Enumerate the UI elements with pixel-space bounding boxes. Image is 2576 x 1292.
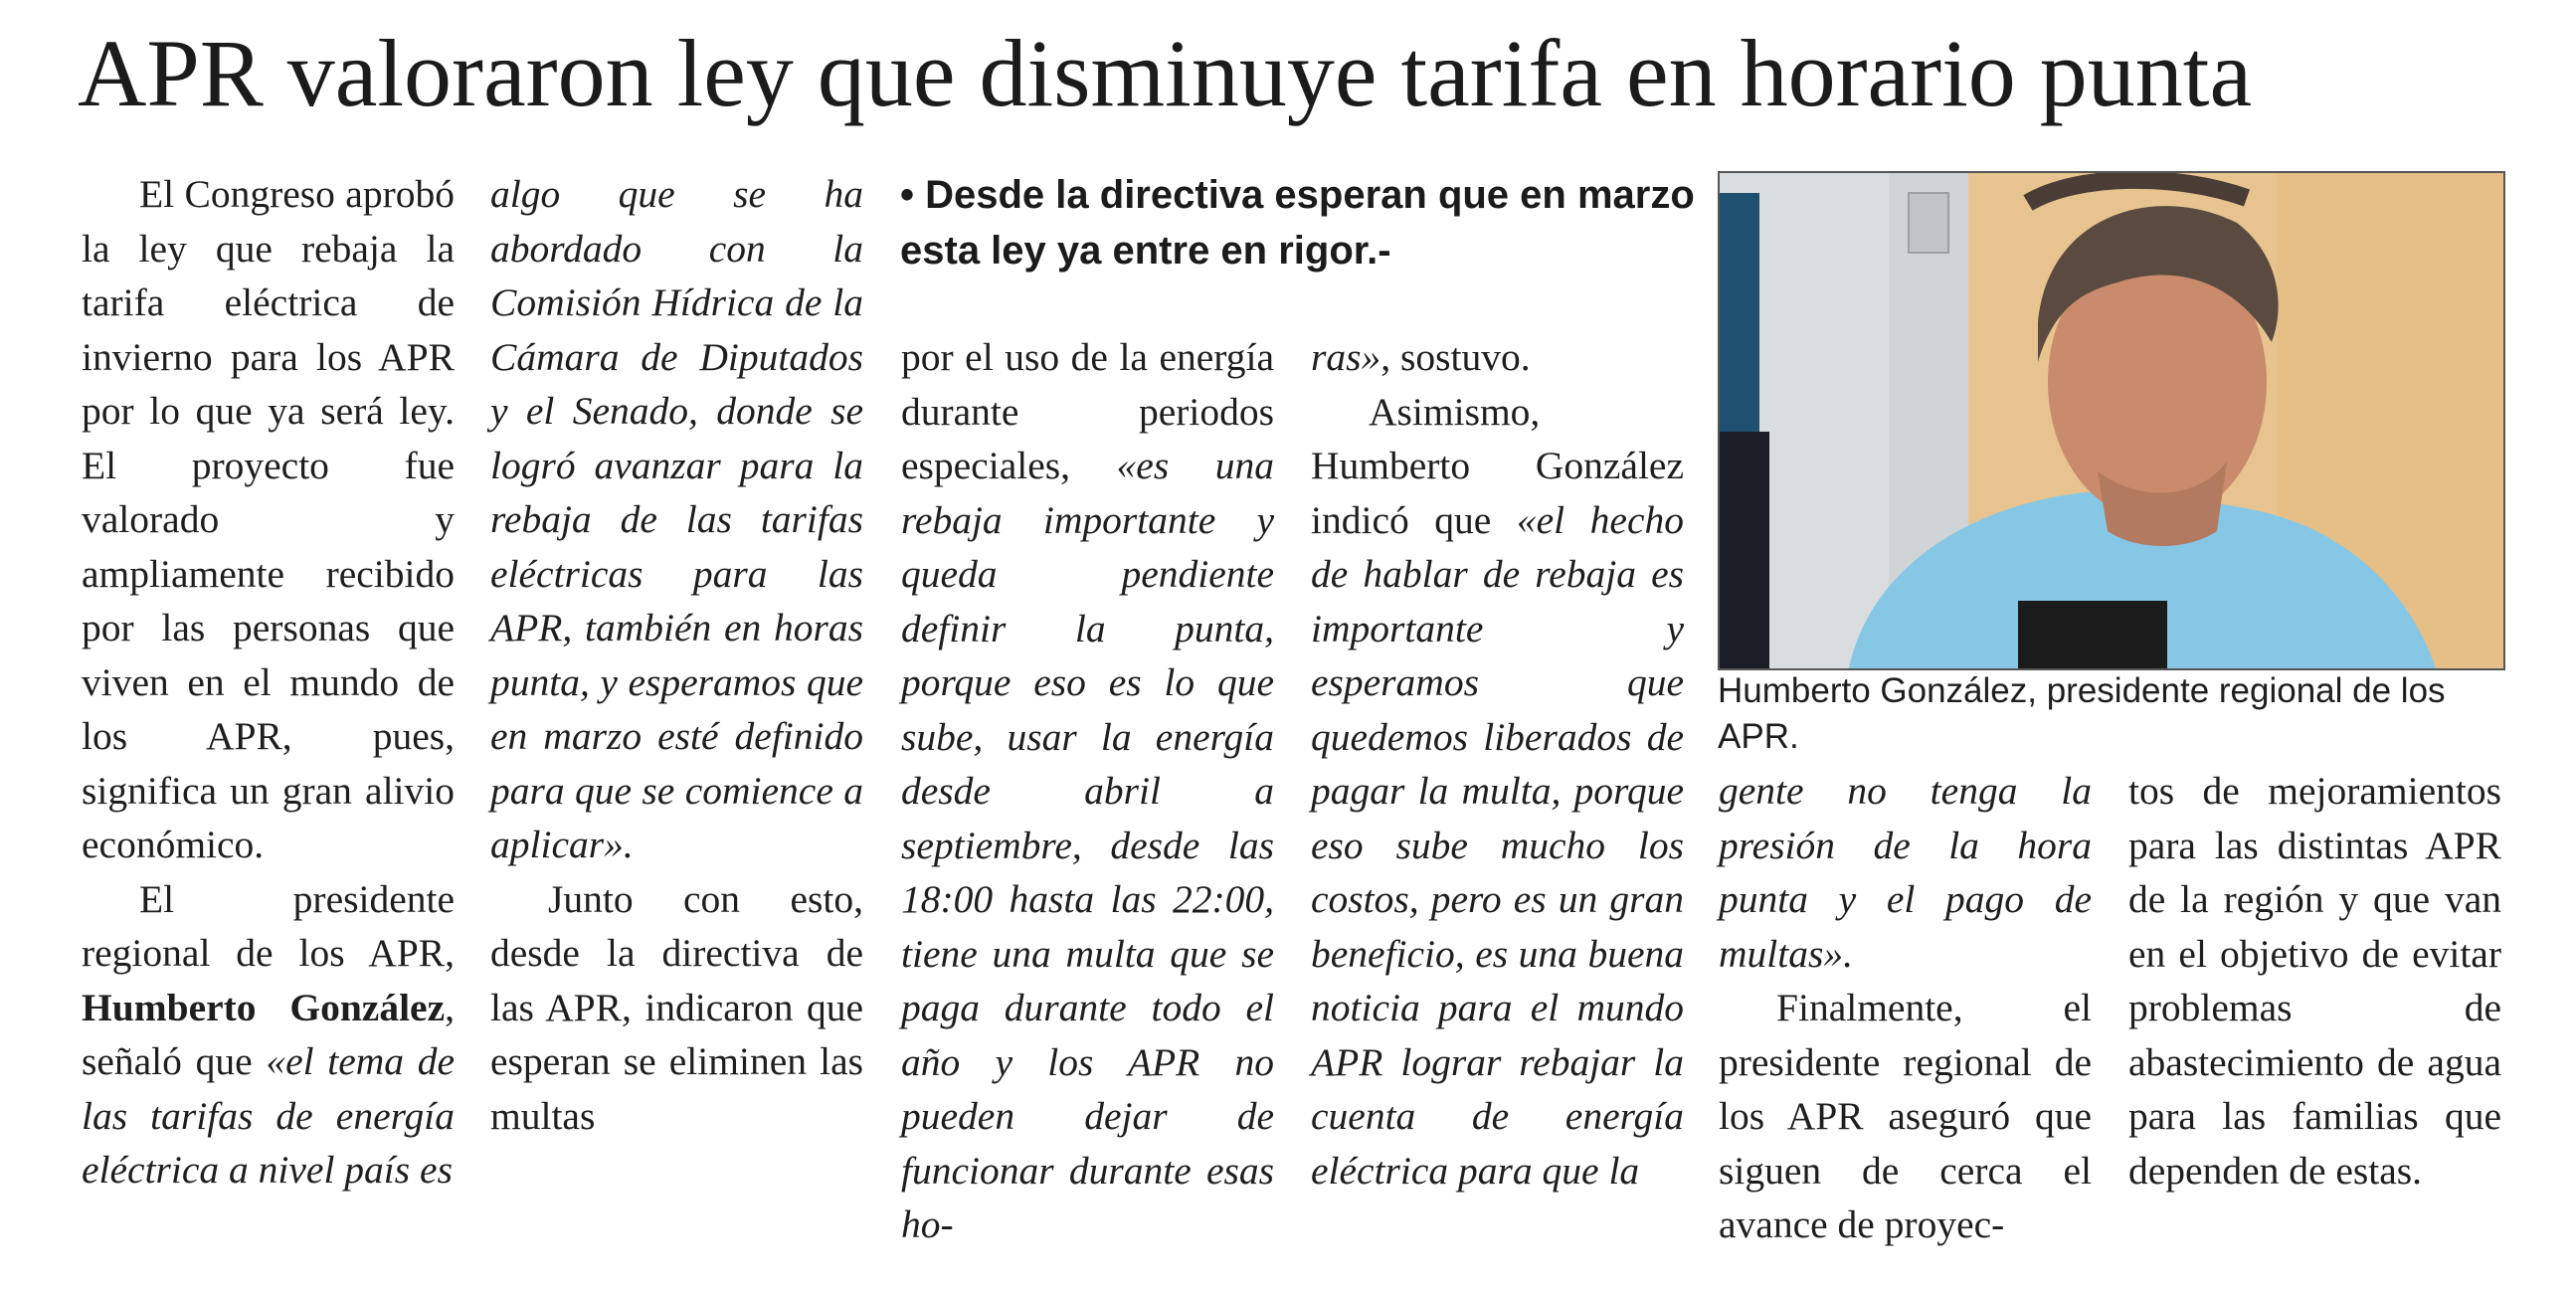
photo-humberto-gonzalez — [1718, 171, 2505, 670]
paragraph: Asimismo, Humberto González indicó que «el hecho de hablar de rebaja es importante y esperamos que quedemos liberados de pagar la multa, porque eso sube mucho los costos, pero es un gran beneficio, es una buena noticia para el mundo APR lograr rebajar la cuenta de energía eléctrica para que la — [1311, 389, 1684, 1193]
quote: «el hecho de hablar de rebaja es importante y esperamos que quedemos liberados de pagar la multa, porque eso sube mucho los costos, pero es un gran beneficio, es una buena noticia para el mundo APR lograr rebajar la cuenta de energía eléctrica para que la — [1311, 497, 1684, 1193]
photo-caption: Humberto González, presidente regional de los APR. — [1718, 671, 2446, 756]
article-column-2 — [490, 167, 863, 1143]
paragraph: ras», sostuvo. — [1311, 335, 1531, 379]
kicker-subheadline: • Desde la directiva esperan que en marzo esta ley ya entre en rigor.- — [900, 173, 1695, 273]
paragraph: tos de mejoramientos para las distintas APR de la región y que van en el objetivo de evitar problemas de abastecimiento de agua para las familias que dependen de estas. — [2128, 769, 2501, 1193]
article-column-4 — [1311, 330, 1684, 1198]
paragraph: Finalmente, el presidente regional de los APR aseguró que siguen de cerca el avance de proyec- — [1719, 986, 2092, 1246]
paragraph: por el uso de la energía durante periodos especiales, «es una rebaja importante y queda pendiente definir la punta, porque eso es lo que sube, usar la energía desde abril a septiembre, desde las 18:00 hasta las 22:00, tiene una multa que se paga durante todo el año y los APR no pueden dejar de funcionar durante esas ho- — [901, 335, 1275, 1246]
quote: «es una rebaja importante y queda pendiente definir la punta, porque eso es lo que sube, usar la energía desde abril a septiembre, desde las 18:00 hasta las 22:00, tiene una multa que se paga durante todo el año y los APR no pueden dejar de funcionar durante esas ho- — [901, 444, 1275, 1246]
article-column-3 — [901, 330, 1274, 1252]
paragraph: Junto con esto, desde la directiva de las APR, indicaron que esperan se eliminen las multas — [490, 876, 863, 1138]
person-name: Humberto González — [82, 985, 446, 1029]
paragraph: El presidente regional de los APR, Humberto González, señaló que «el tema de las tarifas de energía eléctrica a nivel país es — [82, 876, 455, 1192]
article-column-5 — [1719, 764, 2092, 1252]
article-column-1 — [82, 167, 455, 1198]
article-column-6 — [2128, 764, 2501, 1198]
paragraph: El Congreso aprobó la ley que rebaja la tarifa eléctrica de invierno para los APR por lo que ya será ley. El proyecto fue valorado y ampliamente recibido por las personas que viven en el mundo de los APR, pues, significa un gran alivio económico. — [82, 172, 455, 866]
quote: «el tema de las tarifas de energía eléctrica a nivel país es — [82, 1039, 455, 1192]
quote: algo que se ha abordado con la Comisión Hídrica de la Cámara de Diputados y el Senado, donde se logró avanzar para la rebaja de las tarifas eléctricas para las APR, también en horas punta, y esperamos que en marzo esté definido para que se comience a aplicar». — [490, 172, 863, 866]
quote: gente no tenga la presión de la hora punta y el pago de multas». — [1719, 769, 2092, 976]
headline: APR valoraron ley que disminuye tarifa en horario punta — [78, 20, 2253, 126]
